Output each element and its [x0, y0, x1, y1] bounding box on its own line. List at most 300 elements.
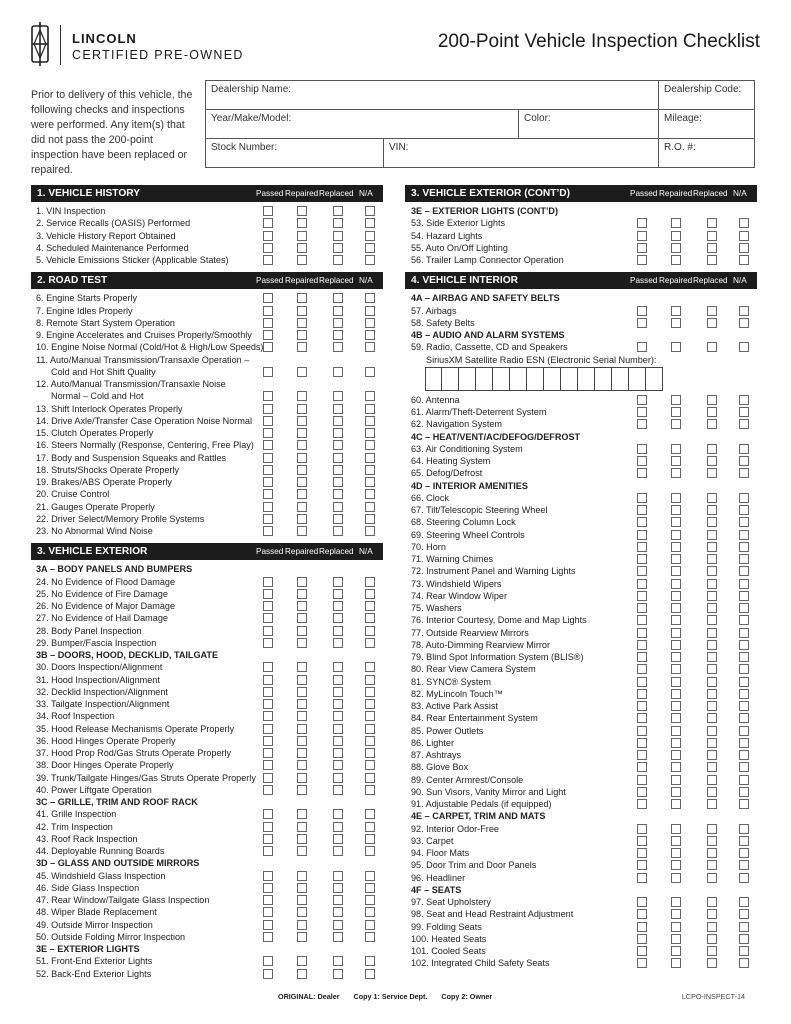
na-checkbox[interactable] — [365, 453, 375, 463]
repaired-checkbox[interactable] — [671, 799, 681, 809]
replaced-checkbox[interactable] — [333, 293, 343, 303]
passed-checkbox[interactable] — [263, 613, 273, 623]
passed-checkbox[interactable] — [263, 293, 273, 303]
passed-checkbox[interactable] — [263, 687, 273, 697]
replaced-checkbox[interactable] — [333, 711, 343, 721]
passed-checkbox[interactable] — [637, 306, 647, 316]
repaired-checkbox[interactable] — [297, 822, 307, 832]
repaired-checkbox[interactable] — [671, 664, 681, 674]
na-checkbox[interactable] — [365, 675, 375, 685]
replaced-checkbox[interactable] — [333, 514, 343, 524]
replaced-checkbox[interactable] — [707, 701, 717, 711]
replaced-checkbox[interactable] — [333, 342, 343, 352]
passed-checkbox[interactable] — [263, 477, 273, 487]
passed-checkbox[interactable] — [263, 920, 273, 930]
repaired-checkbox[interactable] — [671, 505, 681, 515]
replaced-checkbox[interactable] — [333, 502, 343, 512]
repaired-checkbox[interactable] — [297, 834, 307, 844]
replaced-checkbox[interactable] — [707, 860, 717, 870]
passed-checkbox[interactable] — [263, 699, 273, 709]
replaced-checkbox[interactable] — [333, 367, 343, 377]
passed-checkbox[interactable] — [263, 748, 273, 758]
na-checkbox[interactable] — [365, 306, 375, 316]
na-checkbox[interactable] — [739, 934, 749, 944]
repaired-checkbox[interactable] — [671, 628, 681, 638]
replaced-checkbox[interactable] — [707, 934, 717, 944]
na-checkbox[interactable] — [739, 701, 749, 711]
passed-checkbox[interactable] — [263, 206, 273, 216]
replaced-checkbox[interactable] — [707, 468, 717, 478]
replaced-checkbox[interactable] — [333, 907, 343, 917]
repaired-checkbox[interactable] — [671, 318, 681, 328]
na-checkbox[interactable] — [739, 419, 749, 429]
passed-checkbox[interactable] — [637, 775, 647, 785]
passed-checkbox[interactable] — [263, 306, 273, 316]
replaced-checkbox[interactable] — [333, 404, 343, 414]
repaired-checkbox[interactable] — [671, 591, 681, 601]
na-checkbox[interactable] — [365, 822, 375, 832]
repaired-checkbox[interactable] — [671, 640, 681, 650]
replaced-checkbox[interactable] — [707, 873, 717, 883]
na-checkbox[interactable] — [365, 760, 375, 770]
repaired-checkbox[interactable] — [671, 750, 681, 760]
dealership-name-field[interactable]: Dealership Name: — [206, 81, 659, 110]
replaced-checkbox[interactable] — [707, 738, 717, 748]
passed-checkbox[interactable] — [263, 895, 273, 905]
passed-checkbox[interactable] — [263, 318, 273, 328]
passed-checkbox[interactable] — [263, 453, 273, 463]
repaired-checkbox[interactable] — [671, 922, 681, 932]
na-checkbox[interactable] — [739, 848, 749, 858]
passed-checkbox[interactable] — [637, 934, 647, 944]
na-checkbox[interactable] — [739, 713, 749, 723]
replaced-checkbox[interactable] — [707, 750, 717, 760]
passed-checkbox[interactable] — [637, 505, 647, 515]
replaced-checkbox[interactable] — [333, 785, 343, 795]
na-checkbox[interactable] — [365, 589, 375, 599]
repaired-checkbox[interactable] — [297, 871, 307, 881]
passed-checkbox[interactable] — [637, 542, 647, 552]
repaired-checkbox[interactable] — [297, 883, 307, 893]
repaired-checkbox[interactable] — [297, 846, 307, 856]
repaired-checkbox[interactable] — [297, 318, 307, 328]
passed-checkbox[interactable] — [263, 367, 273, 377]
replaced-checkbox[interactable] — [707, 909, 717, 919]
passed-checkbox[interactable] — [637, 603, 647, 613]
replaced-checkbox[interactable] — [333, 932, 343, 942]
passed-checkbox[interactable] — [637, 554, 647, 564]
passed-checkbox[interactable] — [637, 677, 647, 687]
year-make-model-field[interactable]: Year/Make/Model: — [206, 110, 519, 139]
replaced-checkbox[interactable] — [333, 206, 343, 216]
passed-checkbox[interactable] — [263, 502, 273, 512]
na-checkbox[interactable] — [365, 367, 375, 377]
na-checkbox[interactable] — [365, 626, 375, 636]
replaced-checkbox[interactable] — [707, 505, 717, 515]
passed-checkbox[interactable] — [263, 711, 273, 721]
na-checkbox[interactable] — [365, 834, 375, 844]
passed-checkbox[interactable] — [263, 675, 273, 685]
na-checkbox[interactable] — [365, 662, 375, 672]
replaced-checkbox[interactable] — [333, 920, 343, 930]
color-field[interactable]: Color: — [519, 110, 659, 139]
passed-checkbox[interactable] — [637, 836, 647, 846]
replaced-checkbox[interactable] — [707, 444, 717, 454]
esn-digit-box[interactable] — [544, 367, 561, 391]
na-checkbox[interactable] — [365, 773, 375, 783]
replaced-checkbox[interactable] — [333, 416, 343, 426]
passed-checkbox[interactable] — [637, 824, 647, 834]
na-checkbox[interactable] — [739, 762, 749, 772]
repaired-checkbox[interactable] — [297, 330, 307, 340]
passed-checkbox[interactable] — [637, 922, 647, 932]
passed-checkbox[interactable] — [263, 773, 273, 783]
replaced-checkbox[interactable] — [333, 687, 343, 697]
na-checkbox[interactable] — [365, 932, 375, 942]
repaired-checkbox[interactable] — [297, 255, 307, 265]
replaced-checkbox[interactable] — [333, 969, 343, 979]
replaced-checkbox[interactable] — [707, 713, 717, 723]
repaired-checkbox[interactable] — [671, 530, 681, 540]
passed-checkbox[interactable] — [263, 601, 273, 611]
passed-checkbox[interactable] — [263, 846, 273, 856]
passed-checkbox[interactable] — [263, 883, 273, 893]
replaced-checkbox[interactable] — [333, 391, 343, 401]
replaced-checkbox[interactable] — [333, 871, 343, 881]
repaired-checkbox[interactable] — [671, 848, 681, 858]
na-checkbox[interactable] — [739, 652, 749, 662]
replaced-checkbox[interactable] — [333, 306, 343, 316]
passed-checkbox[interactable] — [263, 243, 273, 253]
passed-checkbox[interactable] — [263, 589, 273, 599]
passed-checkbox[interactable] — [637, 787, 647, 797]
na-checkbox[interactable] — [739, 231, 749, 241]
na-checkbox[interactable] — [365, 293, 375, 303]
esn-digit-box[interactable] — [527, 367, 544, 391]
passed-checkbox[interactable] — [263, 834, 273, 844]
passed-checkbox[interactable] — [263, 736, 273, 746]
na-checkbox[interactable] — [365, 577, 375, 587]
passed-checkbox[interactable] — [263, 218, 273, 228]
na-checkbox[interactable] — [365, 699, 375, 709]
passed-checkbox[interactable] — [263, 428, 273, 438]
replaced-checkbox[interactable] — [707, 530, 717, 540]
na-checkbox[interactable] — [365, 231, 375, 241]
repaired-checkbox[interactable] — [671, 824, 681, 834]
repaired-checkbox[interactable] — [671, 836, 681, 846]
repaired-checkbox[interactable] — [671, 542, 681, 552]
replaced-checkbox[interactable] — [333, 330, 343, 340]
na-checkbox[interactable] — [739, 664, 749, 674]
esn-digit-box[interactable] — [561, 367, 578, 391]
passed-checkbox[interactable] — [263, 760, 273, 770]
na-checkbox[interactable] — [365, 477, 375, 487]
passed-checkbox[interactable] — [263, 489, 273, 499]
passed-checkbox[interactable] — [263, 255, 273, 265]
repaired-checkbox[interactable] — [671, 468, 681, 478]
na-checkbox[interactable] — [365, 846, 375, 856]
na-checkbox[interactable] — [739, 243, 749, 253]
esn-digit-box[interactable] — [510, 367, 527, 391]
esn-digit-box[interactable] — [493, 367, 510, 391]
replaced-checkbox[interactable] — [333, 895, 343, 905]
repaired-checkbox[interactable] — [297, 489, 307, 499]
passed-checkbox[interactable] — [637, 799, 647, 809]
passed-checkbox[interactable] — [637, 946, 647, 956]
na-checkbox[interactable] — [739, 318, 749, 328]
passed-checkbox[interactable] — [637, 468, 647, 478]
repaired-checkbox[interactable] — [671, 873, 681, 883]
repaired-checkbox[interactable] — [297, 306, 307, 316]
repaired-checkbox[interactable] — [671, 456, 681, 466]
replaced-checkbox[interactable] — [707, 517, 717, 527]
na-checkbox[interactable] — [365, 391, 375, 401]
replaced-checkbox[interactable] — [707, 640, 717, 650]
passed-checkbox[interactable] — [637, 726, 647, 736]
repaired-checkbox[interactable] — [297, 699, 307, 709]
repaired-checkbox[interactable] — [297, 662, 307, 672]
na-checkbox[interactable] — [365, 956, 375, 966]
replaced-checkbox[interactable] — [707, 554, 717, 564]
na-checkbox[interactable] — [365, 330, 375, 340]
replaced-checkbox[interactable] — [333, 465, 343, 475]
replaced-checkbox[interactable] — [333, 748, 343, 758]
passed-checkbox[interactable] — [637, 897, 647, 907]
passed-checkbox[interactable] — [263, 465, 273, 475]
replaced-checkbox[interactable] — [707, 407, 717, 417]
passed-checkbox[interactable] — [637, 218, 647, 228]
replaced-checkbox[interactable] — [333, 613, 343, 623]
replaced-checkbox[interactable] — [333, 760, 343, 770]
repaired-checkbox[interactable] — [297, 293, 307, 303]
na-checkbox[interactable] — [739, 824, 749, 834]
passed-checkbox[interactable] — [637, 628, 647, 638]
esn-digit-box[interactable] — [459, 367, 476, 391]
passed-checkbox[interactable] — [637, 318, 647, 328]
na-checkbox[interactable] — [365, 895, 375, 905]
passed-checkbox[interactable] — [263, 416, 273, 426]
passed-checkbox[interactable] — [263, 626, 273, 636]
repaired-checkbox[interactable] — [671, 652, 681, 662]
repaired-checkbox[interactable] — [671, 701, 681, 711]
passed-checkbox[interactable] — [263, 724, 273, 734]
repaired-checkbox[interactable] — [297, 477, 307, 487]
replaced-checkbox[interactable] — [707, 897, 717, 907]
passed-checkbox[interactable] — [637, 848, 647, 858]
passed-checkbox[interactable] — [263, 809, 273, 819]
repaired-checkbox[interactable] — [297, 724, 307, 734]
passed-checkbox[interactable] — [637, 591, 647, 601]
stock-number-field[interactable]: Stock Number: — [206, 139, 384, 168]
passed-checkbox[interactable] — [637, 640, 647, 650]
repaired-checkbox[interactable] — [671, 231, 681, 241]
repaired-checkbox[interactable] — [671, 218, 681, 228]
na-checkbox[interactable] — [365, 724, 375, 734]
na-checkbox[interactable] — [739, 395, 749, 405]
passed-checkbox[interactable] — [637, 579, 647, 589]
repaired-checkbox[interactable] — [297, 711, 307, 721]
esn-digit-box[interactable] — [612, 367, 629, 391]
na-checkbox[interactable] — [739, 738, 749, 748]
replaced-checkbox[interactable] — [707, 318, 717, 328]
passed-checkbox[interactable] — [263, 871, 273, 881]
repaired-checkbox[interactable] — [297, 687, 307, 697]
replaced-checkbox[interactable] — [333, 440, 343, 450]
replaced-checkbox[interactable] — [333, 243, 343, 253]
replaced-checkbox[interactable] — [333, 736, 343, 746]
replaced-checkbox[interactable] — [707, 615, 717, 625]
replaced-checkbox[interactable] — [333, 822, 343, 832]
replaced-checkbox[interactable] — [707, 946, 717, 956]
replaced-checkbox[interactable] — [707, 395, 717, 405]
repaired-checkbox[interactable] — [297, 231, 307, 241]
replaced-checkbox[interactable] — [707, 419, 717, 429]
passed-checkbox[interactable] — [263, 785, 273, 795]
na-checkbox[interactable] — [739, 726, 749, 736]
replaced-checkbox[interactable] — [707, 762, 717, 772]
repaired-checkbox[interactable] — [671, 566, 681, 576]
esn-digit-box[interactable] — [646, 367, 663, 391]
repaired-checkbox[interactable] — [297, 391, 307, 401]
passed-checkbox[interactable] — [263, 822, 273, 832]
passed-checkbox[interactable] — [263, 404, 273, 414]
repaired-checkbox[interactable] — [297, 428, 307, 438]
replaced-checkbox[interactable] — [333, 231, 343, 241]
na-checkbox[interactable] — [365, 907, 375, 917]
repaired-checkbox[interactable] — [671, 934, 681, 944]
na-checkbox[interactable] — [365, 711, 375, 721]
na-checkbox[interactable] — [739, 493, 749, 503]
na-checkbox[interactable] — [739, 628, 749, 638]
replaced-checkbox[interactable] — [707, 664, 717, 674]
replaced-checkbox[interactable] — [333, 453, 343, 463]
esn-digit-box[interactable] — [578, 367, 595, 391]
na-checkbox[interactable] — [739, 407, 749, 417]
esn-digit-box[interactable] — [595, 367, 612, 391]
repaired-checkbox[interactable] — [671, 762, 681, 772]
replaced-checkbox[interactable] — [707, 787, 717, 797]
esn-digit-box[interactable] — [629, 367, 646, 391]
na-checkbox[interactable] — [739, 255, 749, 265]
replaced-checkbox[interactable] — [707, 231, 717, 241]
replaced-checkbox[interactable] — [707, 958, 717, 968]
repaired-checkbox[interactable] — [671, 775, 681, 785]
passed-checkbox[interactable] — [263, 662, 273, 672]
na-checkbox[interactable] — [365, 404, 375, 414]
repaired-checkbox[interactable] — [297, 773, 307, 783]
replaced-checkbox[interactable] — [707, 591, 717, 601]
na-checkbox[interactable] — [739, 218, 749, 228]
repaired-checkbox[interactable] — [297, 956, 307, 966]
passed-checkbox[interactable] — [263, 638, 273, 648]
na-checkbox[interactable] — [365, 920, 375, 930]
na-checkbox[interactable] — [365, 736, 375, 746]
na-checkbox[interactable] — [739, 306, 749, 316]
replaced-checkbox[interactable] — [707, 775, 717, 785]
esn-digit-box[interactable] — [425, 367, 442, 391]
passed-checkbox[interactable] — [637, 517, 647, 527]
na-checkbox[interactable] — [739, 836, 749, 846]
repaired-checkbox[interactable] — [297, 920, 307, 930]
passed-checkbox[interactable] — [637, 231, 647, 241]
passed-checkbox[interactable] — [263, 330, 273, 340]
passed-checkbox[interactable] — [637, 407, 647, 417]
replaced-checkbox[interactable] — [333, 638, 343, 648]
na-checkbox[interactable] — [739, 799, 749, 809]
replaced-checkbox[interactable] — [707, 677, 717, 687]
replaced-checkbox[interactable] — [333, 724, 343, 734]
na-checkbox[interactable] — [739, 958, 749, 968]
na-checkbox[interactable] — [739, 640, 749, 650]
replaced-checkbox[interactable] — [707, 493, 717, 503]
na-checkbox[interactable] — [365, 638, 375, 648]
passed-checkbox[interactable] — [637, 664, 647, 674]
replaced-checkbox[interactable] — [333, 477, 343, 487]
na-checkbox[interactable] — [739, 677, 749, 687]
passed-checkbox[interactable] — [637, 419, 647, 429]
na-checkbox[interactable] — [365, 342, 375, 352]
passed-checkbox[interactable] — [637, 750, 647, 760]
repaired-checkbox[interactable] — [297, 416, 307, 426]
na-checkbox[interactable] — [365, 871, 375, 881]
replaced-checkbox[interactable] — [707, 566, 717, 576]
repaired-checkbox[interactable] — [297, 502, 307, 512]
repaired-checkbox[interactable] — [671, 255, 681, 265]
replaced-checkbox[interactable] — [707, 456, 717, 466]
na-checkbox[interactable] — [739, 542, 749, 552]
repaired-checkbox[interactable] — [297, 243, 307, 253]
replaced-checkbox[interactable] — [333, 883, 343, 893]
replaced-checkbox[interactable] — [333, 773, 343, 783]
na-checkbox[interactable] — [739, 517, 749, 527]
repaired-checkbox[interactable] — [671, 909, 681, 919]
replaced-checkbox[interactable] — [333, 318, 343, 328]
repaired-checkbox[interactable] — [671, 243, 681, 253]
repaired-checkbox[interactable] — [671, 860, 681, 870]
repaired-checkbox[interactable] — [297, 601, 307, 611]
repaired-checkbox[interactable] — [297, 675, 307, 685]
repaired-checkbox[interactable] — [297, 453, 307, 463]
passed-checkbox[interactable] — [263, 514, 273, 524]
passed-checkbox[interactable] — [263, 956, 273, 966]
repaired-checkbox[interactable] — [297, 526, 307, 536]
passed-checkbox[interactable] — [637, 395, 647, 405]
replaced-checkbox[interactable] — [707, 243, 717, 253]
passed-checkbox[interactable] — [637, 566, 647, 576]
passed-checkbox[interactable] — [263, 391, 273, 401]
repaired-checkbox[interactable] — [671, 517, 681, 527]
na-checkbox[interactable] — [739, 603, 749, 613]
repaired-checkbox[interactable] — [671, 444, 681, 454]
replaced-checkbox[interactable] — [707, 689, 717, 699]
na-checkbox[interactable] — [365, 748, 375, 758]
repaired-checkbox[interactable] — [297, 367, 307, 377]
repaired-checkbox[interactable] — [297, 748, 307, 758]
ro-number-field[interactable]: R.O. #: — [659, 139, 755, 168]
replaced-checkbox[interactable] — [333, 218, 343, 228]
replaced-checkbox[interactable] — [707, 628, 717, 638]
replaced-checkbox[interactable] — [333, 834, 343, 844]
repaired-checkbox[interactable] — [297, 465, 307, 475]
na-checkbox[interactable] — [739, 860, 749, 870]
replaced-checkbox[interactable] — [707, 836, 717, 846]
na-checkbox[interactable] — [739, 444, 749, 454]
passed-checkbox[interactable] — [637, 701, 647, 711]
na-checkbox[interactable] — [739, 554, 749, 564]
repaired-checkbox[interactable] — [671, 787, 681, 797]
repaired-checkbox[interactable] — [671, 615, 681, 625]
repaired-checkbox[interactable] — [671, 306, 681, 316]
